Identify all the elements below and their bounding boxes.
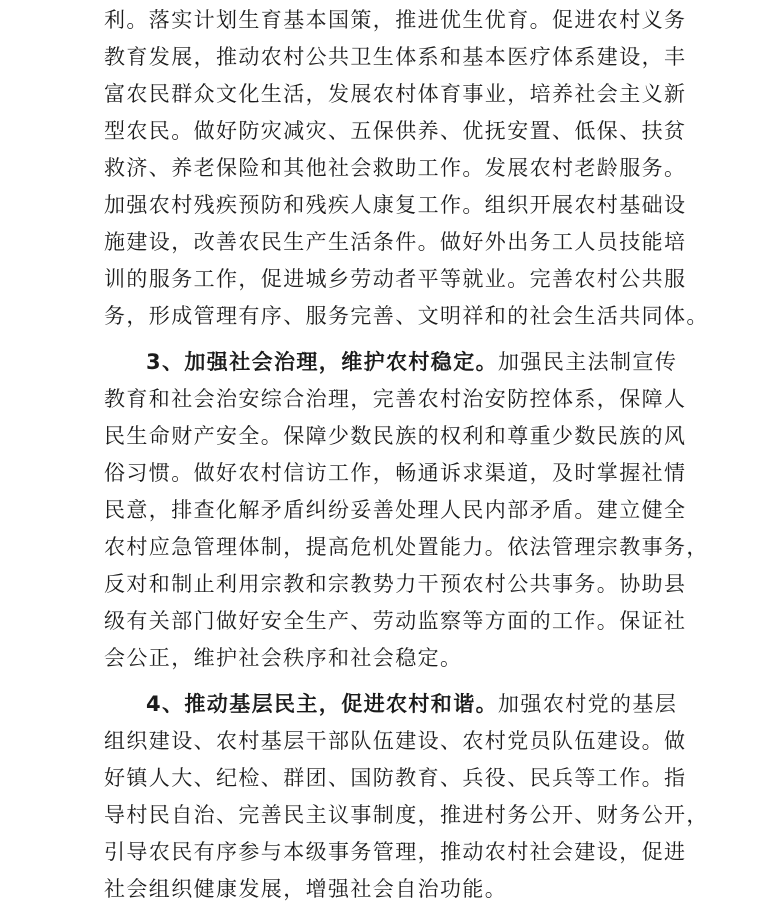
text-line: 社会组织健康发展，增强社会自治功能。 xyxy=(104,877,508,901)
document-body xyxy=(104,2,709,908)
text-line: 级有关部门做好安全生产、劳动监察等方面的工作。保证社 xyxy=(104,609,687,633)
section-3 xyxy=(104,344,709,677)
text-line: 民意，排查化解矛盾纠纷妥善处理人民内部矛盾。建立健全 xyxy=(104,498,687,522)
text-line: 教育和社会治安综合治理，完善农村治安防控体系，保障人 xyxy=(104,387,687,411)
section-4-first-line-text: 加强农村党的基层 xyxy=(498,692,678,716)
text-line: 富农民群众文化生活，发展农村体育事业，培养社会主义新 xyxy=(104,82,687,106)
text-line: 施建设，改善农民生产生活条件。做好外出务工人员技能培 xyxy=(104,230,687,254)
section-4-heading: 4、推动基层民主，促进农村和谐。 xyxy=(146,692,499,716)
paragraph-gap xyxy=(104,677,664,686)
text-line: 引导农民有序参与本级事务管理，推动农村社会建设，促进 xyxy=(104,840,687,864)
section-3-heading: 3、加强社会治理，维护农村稳定。 xyxy=(146,350,499,374)
text-line: 加强农村残疾预防和残疾人康复工作。组织开展农村基础设 xyxy=(104,193,687,217)
text-line: 务，形成管理有序、服务完善、文明祥和的社会生活共同体。 xyxy=(104,304,709,328)
section-3-first-line xyxy=(104,344,678,381)
text-line: 利。落实计划生育基本国策，推进优生优育。促进农村义务 xyxy=(104,8,687,32)
section-3-first-line-text: 加强民主法制宣传 xyxy=(498,350,678,374)
text-line: 反对和制止利用宗教和宗教势力干预农村公共事务。协助县 xyxy=(104,572,687,596)
paragraph-gap xyxy=(104,335,664,344)
text-line: 教育发展，推动农村公共卫生体系和基本医疗体系建设，丰 xyxy=(104,45,687,69)
text-line: 训的服务工作，促进城乡劳动者平等就业。完善农村公共服 xyxy=(104,267,687,291)
text-line: 会公正，维护社会秩序和社会稳定。 xyxy=(104,646,463,670)
text-line: 救济、养老保险和其他社会救助工作。发展农村老龄服务。 xyxy=(104,156,687,180)
text-line: 型农民。做好防灾减灾、五保供养、优抚安置、低保、扶贫 xyxy=(104,119,687,143)
text-line: 导村民自治、完善民主议事制度，推进村务公开、财务公开， xyxy=(104,803,709,827)
text-line: 民生命财产安全。保障少数民族的权利和尊重少数民族的风 xyxy=(104,424,687,448)
text-line: 俗习惯。做好农村信访工作，畅通诉求渠道，及时掌握社情 xyxy=(104,461,687,485)
section-4-first-line xyxy=(104,686,678,723)
section-4 xyxy=(104,686,709,908)
text-line: 农村应急管理体制，提高危机处置能力。依法管理宗教事务， xyxy=(104,535,709,559)
text-line: 组织建设、农村基层干部队伍建设、农村党员队伍建设。做 xyxy=(104,729,687,753)
paragraph-continued xyxy=(104,2,709,335)
text-line: 好镇人大、纪检、群团、国防教育、兵役、民兵等工作。指 xyxy=(104,766,687,790)
